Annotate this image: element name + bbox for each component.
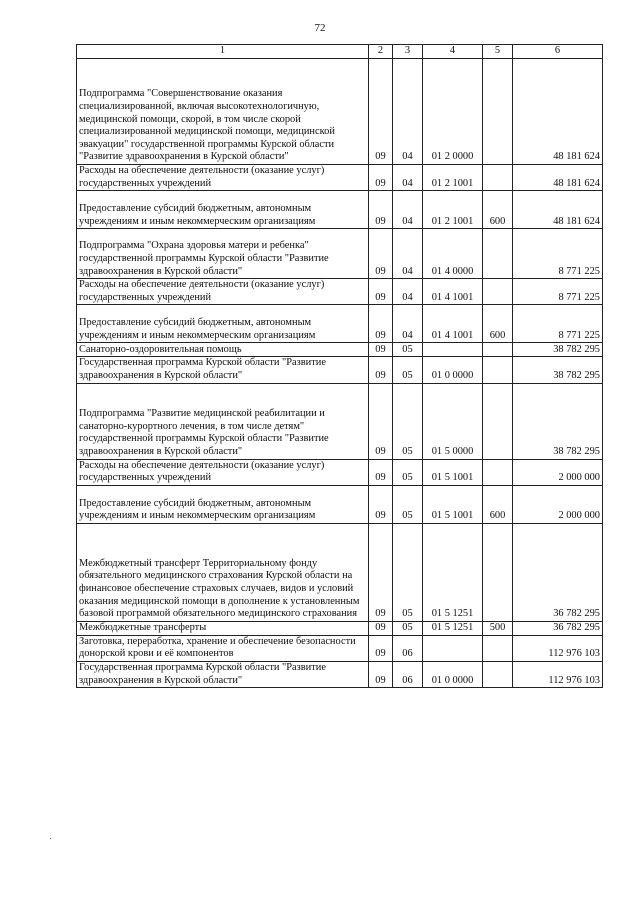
table-row xyxy=(77,459,603,485)
row-subsection: 04 xyxy=(393,191,423,229)
row-subsection: 05 xyxy=(393,459,423,485)
row-section: 09 xyxy=(369,305,393,343)
row-section: 09 xyxy=(369,229,393,279)
row-name: Предоставление субсидий бюджетным, автономным учреждениям и иным некоммерческим организациям xyxy=(77,485,369,523)
row-subsection: 05 xyxy=(393,357,423,383)
row-amount: 8 771 225 xyxy=(513,279,603,305)
row-section: 09 xyxy=(369,635,393,661)
row-section: 09 xyxy=(369,357,393,383)
table-row xyxy=(77,59,603,165)
row-subsection: 06 xyxy=(393,661,423,687)
row-section: 09 xyxy=(369,165,393,191)
row-target-article xyxy=(423,343,483,357)
row-section: 09 xyxy=(369,485,393,523)
table-row xyxy=(77,191,603,229)
table-row xyxy=(77,229,603,279)
row-section: 09 xyxy=(369,661,393,687)
row-expense-type xyxy=(483,523,513,621)
row-subsection: 06 xyxy=(393,635,423,661)
column-header: 2 xyxy=(369,45,393,59)
row-target-article: 01 5 0000 xyxy=(423,383,483,459)
table-row xyxy=(77,635,603,661)
row-section: 09 xyxy=(369,279,393,305)
row-name: Расходы на обеспечение деятельности (оказание услуг) государственных учреждений xyxy=(77,279,369,305)
row-name: Предоставление субсидий бюджетным, автономным учреждениям и иным некоммерческим организациям xyxy=(77,305,369,343)
row-expense-type xyxy=(483,635,513,661)
row-amount: 38 782 295 xyxy=(513,383,603,459)
row-subsection: 05 xyxy=(393,621,423,635)
row-expense-type: 600 xyxy=(483,485,513,523)
row-expense-type xyxy=(483,459,513,485)
row-expense-type xyxy=(483,165,513,191)
row-expense-type: 500 xyxy=(483,621,513,635)
row-section: 09 xyxy=(369,383,393,459)
row-subsection: 04 xyxy=(393,165,423,191)
row-expense-type xyxy=(483,661,513,687)
row-section: 09 xyxy=(369,343,393,357)
row-name: Подпрограмма "Охрана здоровья матери и ребенка" государственной программы Курской области "Развитие здравоохранения в Курской области" xyxy=(77,229,369,279)
row-name: Государственная программа Курской области "Развитие здравоохранения в Курской области" xyxy=(77,357,369,383)
row-name: Заготовка, переработка, хранение и обеспечение безопасности донорской крови и её компонентов xyxy=(77,635,369,661)
row-expense-type xyxy=(483,59,513,165)
table-row xyxy=(77,343,603,357)
row-expense-type xyxy=(483,343,513,357)
row-name: Межбюджетный трансферт Территориальному фонду обязательного медицинского страхования Курской области на финансовое обеспечение страховых случаев, видов и условий оказания медицинской помощи в дополнение к установленным базовой программой обязательного медицинского страхования xyxy=(77,523,369,621)
row-amount: 48 181 624 xyxy=(513,165,603,191)
row-amount: 48 181 624 xyxy=(513,191,603,229)
page-number: 72 xyxy=(314,22,326,34)
row-amount: 8 771 225 xyxy=(513,229,603,279)
row-expense-type: 600 xyxy=(483,305,513,343)
row-name: Подпрограмма "Развитие медицинской реабилитации и санаторно-курортного лечения, в том числе детям" государственной программы Курской области "Развитие здравоохранения в Курской области" xyxy=(77,383,369,459)
row-amount: 8 771 225 xyxy=(513,305,603,343)
row-target-article: 01 2 0000 xyxy=(423,59,483,165)
row-section: 09 xyxy=(369,523,393,621)
row-subsection: 05 xyxy=(393,523,423,621)
row-target-article xyxy=(423,635,483,661)
row-amount: 112 976 103 xyxy=(513,635,603,661)
column-header: 3 xyxy=(393,45,423,59)
row-subsection: 05 xyxy=(393,343,423,357)
budget-table xyxy=(76,44,603,688)
scan-speck xyxy=(50,838,51,839)
table-row xyxy=(77,305,603,343)
row-name: Подпрограмма "Совершенствование оказания специализированной, включая высокотехнологичную, медицинской помощи, скорой, в том числе скорой специализированной медицинской помощи, медицинской эвакуации" государственной программы Курской области "Развитие здравоохранения в Курской области" xyxy=(77,59,369,165)
row-target-article: 01 2 1001 xyxy=(423,191,483,229)
row-subsection: 04 xyxy=(393,279,423,305)
table-row xyxy=(77,165,603,191)
row-target-article: 01 0 0000 xyxy=(423,661,483,687)
row-expense-type xyxy=(483,229,513,279)
row-target-article: 01 2 1001 xyxy=(423,165,483,191)
row-target-article: 01 4 1001 xyxy=(423,279,483,305)
row-target-article: 01 5 1251 xyxy=(423,621,483,635)
row-expense-type xyxy=(483,357,513,383)
row-target-article: 01 4 1001 xyxy=(423,305,483,343)
column-header: 5 xyxy=(483,45,513,59)
row-subsection: 04 xyxy=(393,59,423,165)
row-expense-type xyxy=(483,383,513,459)
table-row xyxy=(77,279,603,305)
row-subsection: 04 xyxy=(393,229,423,279)
row-target-article: 01 5 1001 xyxy=(423,459,483,485)
row-name: Расходы на обеспечение деятельности (оказание услуг) государственных учреждений xyxy=(77,459,369,485)
table-row xyxy=(77,621,603,635)
column-header: 1 xyxy=(77,45,369,59)
row-expense-type: 600 xyxy=(483,191,513,229)
table-row xyxy=(77,383,603,459)
table-row xyxy=(77,485,603,523)
row-name: Санаторно-оздоровительная помощь xyxy=(77,343,369,357)
row-expense-type xyxy=(483,279,513,305)
row-subsection: 05 xyxy=(393,383,423,459)
row-amount: 48 181 624 xyxy=(513,59,603,165)
row-section: 09 xyxy=(369,191,393,229)
table-row xyxy=(77,661,603,687)
row-target-article: 01 5 1001 xyxy=(423,485,483,523)
row-name: Расходы на обеспечение деятельности (оказание услуг) государственных учреждений xyxy=(77,165,369,191)
row-target-article: 01 4 0000 xyxy=(423,229,483,279)
row-target-article: 01 5 1251 xyxy=(423,523,483,621)
row-amount: 112 976 103 xyxy=(513,661,603,687)
header-row xyxy=(77,45,603,59)
row-section: 09 xyxy=(369,621,393,635)
column-header: 6 xyxy=(513,45,603,59)
row-amount: 38 782 295 xyxy=(513,343,603,357)
row-amount: 36 782 295 xyxy=(513,523,603,621)
row-name: Межбюджетные трансферты xyxy=(77,621,369,635)
row-name: Государственная программа Курской области "Развитие здравоохранения в Курской области" xyxy=(77,661,369,687)
table-row xyxy=(77,523,603,621)
row-amount: 2 000 000 xyxy=(513,459,603,485)
row-subsection: 05 xyxy=(393,485,423,523)
row-target-article: 01 0 0000 xyxy=(423,357,483,383)
row-amount: 38 782 295 xyxy=(513,357,603,383)
row-amount: 36 782 295 xyxy=(513,621,603,635)
row-name: Предоставление субсидий бюджетным, автономным учреждениям и иным некоммерческим организациям xyxy=(77,191,369,229)
table-row xyxy=(77,357,603,383)
row-section: 09 xyxy=(369,459,393,485)
row-subsection: 04 xyxy=(393,305,423,343)
column-header: 4 xyxy=(423,45,483,59)
row-section: 09 xyxy=(369,59,393,165)
row-amount: 2 000 000 xyxy=(513,485,603,523)
